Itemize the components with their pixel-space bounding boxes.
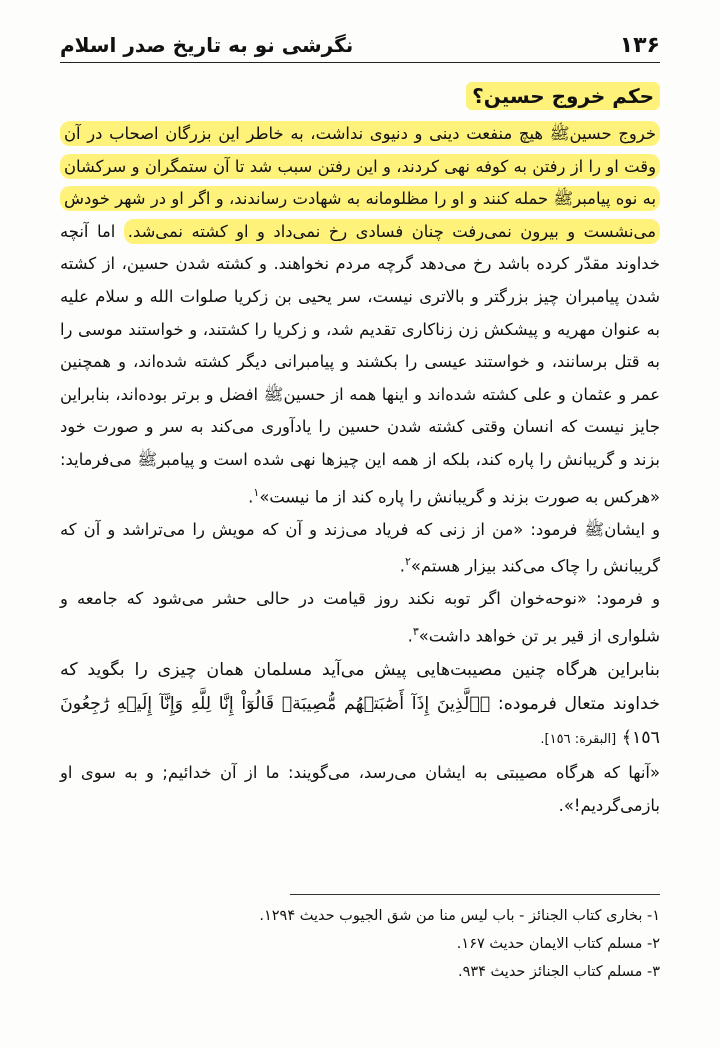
paragraph-3-text: و فرمود: «نوحه‌خوان اگر توبه نکند روز قیامت در حالی حشر می‌شود که جامعه و شلواری از قیر بر تن خواهد داشت» [60, 589, 660, 646]
footnotes [60, 902, 660, 986]
paragraph-1: خروج حسینﷺ هیچ منفعت دینی و دنیوی نداشت، به خاطر این بزرگان اصحاب در آن وقت او را از رفتن به کوفه نهی کردند، و این رفتن سبب شد تا آن ستمگران و سرکشان به نوه پیامبرﷺ حمله کنند و او را مظلومانه به شهادت رساندند، و اگر او در شهر خودش می‌نشست و بیرون نمی‌رفت چنان فسادی رخ نمی‌داد و او کشته نمی‌شد. اما آنچه خداوند مقدّر کرده باشد رخ می‌دهد گرچه مردم نخواهند. و کشته شدن حسین، از کشته شدن پیامبران چیز بزرگتر و بالاتری نیست، سر یحیی بن زکریا صلوات الله و سلام علیه به عنوان مهریه و پیشکش زن زناکاری تقدیم شد، و زکریا را کشتند، و خواستند موسی را به قتل برسانند، و خواستند عیسی را بکشند و پیامبرانی دیگر کشته شده‌اند، و همچنین عمر و عثمان و علی کشته شده‌اند و اینها همه از حسینﷺ افضل و برتر بوده‌اند، بنابراین جایز نیست که انسان وقتی کشته شدن حسین را یادآوری می‌کند به سر و صورت خود بزند و گریبانش را پاره کند، بلکه از همه این چیزها نهی شده است و پیامبرﷺ می‌فرماید: «هرکس به صورت بزند و گریبانش را پاره کند از ما نیست»$^١$. [60, 118, 660, 514]
paragraph-4 [60, 653, 660, 757]
page-header [60, 28, 660, 63]
paragraph-5-text: «آنها که هرگاه مصیبتی به ایشان می‌رسد، می‌گویند: ما از آن خدائیم; و به سوی او بازمی‌گردیم!». [60, 762, 660, 815]
paragraph-5 [60, 757, 660, 822]
page-content [60, 82, 660, 822]
verse-reference: [البقرة: ١٥٦]. [540, 731, 617, 747]
footnote-ref-1: ١ [253, 485, 260, 499]
paragraph-4-text: بنابراین هرگاه چنین مصیبت‌هایی پیش می‌آید مسلمان همان چیزی را بگوید که خداوند متعال فرموده: ﴿ٱلَّذِينَ إِذَآ أَصَٰبَتۡهُم مُّصِيبَةٞ قَالُوٓاْ إِنَّا لِلَّهِ وَإِنَّآ إِلَيۡهِ رَٰجِعُونَ ١٥٦﴾ [60, 659, 660, 748]
footnote-ref-2: ٢ [404, 555, 411, 569]
paragraph-1-continued: اما آنچه خداوند مقدّر کرده باشد رخ می‌دهد گرچه مردم نخواهند. و کشته شدن حسین، از کشته شدن پیامبران چیز بزرگتر و بالاتری نیست، سر یحیی بن زکریا صلوات الله و سلام علیه به عنوان مهریه و پیشکش زن زناکاری تقدیم شد، و زکریا را کشتند، و خواستند موسی را به قتل برسانند، و خواستند عیسی را بکشند و پیامبرانی دیگر کشته شده‌اند، و همچنین عمر و عثمان و علی کشته شده‌اند و اینها همه از حسینﷺ افضل و برتر بوده‌اند، بنابراین جایز نیست که انسان وقتی کشته شدن حسین را یادآوری می‌کند به سر و صورت خود بزند و گریبانش را پاره کند، بلکه از همه این چیزها نهی شده است و پیامبرﷺ می‌فرماید: «هرکس به صورت بزند و گریبانش را پاره کند از ما نیست» [60, 221, 660, 506]
highlighted-text: خروج حسینﷺ هیچ منفعت دینی و دنیوی نداشت، به خاطر این بزرگان اصحاب در آن وقت او را از رفتن به کوفه نهی کردند، و این رفتن سبب شد تا آن ستمگران و سرکشان به نوه پیامبرﷺ حمله کنند و او را مظلومانه به شهادت رساندند، و اگر او در شهر خودش می‌نشست و بیرون نمی‌رفت چنان فسادی رخ نمی‌داد و او کشته نمی‌شد. [60, 121, 660, 244]
paragraph-2: و ایشانﷺ فرمود: «من از زنی که فریاد می‌زند و آن که مویش را می‌تراشد و آن که گریبانش را چاک می‌کند بیزار هستم»$^٢$. [60, 519, 660, 576]
footnote-2: ٢- مسلم کتاب الایمان حدیث ١۶٧. [456, 936, 660, 952]
page-number: ١٣۶ [619, 32, 660, 58]
running-title: نگرشی نو به تاریخ صدر اسلام [60, 33, 354, 57]
footnote-3: ٣- مسلم کتاب الجنائز حدیث ٩٣۴. [457, 964, 660, 980]
footnote-divider [290, 894, 660, 895]
paragraph-3: و فرمود: «نوحه‌خوان اگر توبه نکند روز قیامت در حالی حشر می‌شود که جامعه و شلواری از قیر بر تن خواهد داشت»$^٣$. [60, 589, 660, 646]
footnote-ref-3: ٣ [412, 624, 419, 638]
section-heading: حکم خروج حسین؟ [466, 82, 660, 110]
footnote-1: ١- بخاری کتاب الجنائز - باب لیس منا من شق الجیوب حدیث ١٢٩۴. [259, 908, 660, 924]
paragraph-2-text: و ایشانﷺ فرمود: «من از زنی که فریاد می‌زند و آن که مویش را می‌تراشد و آن که گریبانش را چاک می‌کند بیزار هستم» [60, 519, 660, 576]
